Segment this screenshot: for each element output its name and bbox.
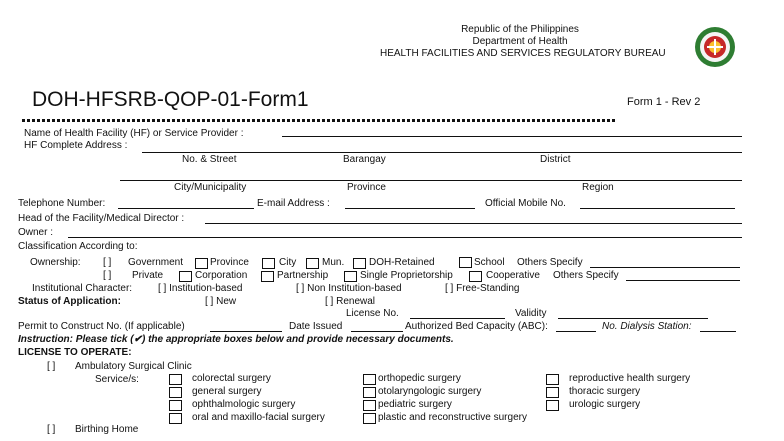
instruction-text: Instruction: Please tick (✔) the appropriate boxes below and provide necessary documents. xyxy=(18,334,454,345)
services-label: Service/s: xyxy=(95,374,139,385)
service-col3-item: urologic surgery xyxy=(569,399,641,410)
form-revision: Form 1 - Rev 2 xyxy=(627,96,701,108)
colorectal-checkbox[interactable] xyxy=(169,374,182,385)
pediatric-checkbox[interactable] xyxy=(363,400,376,411)
head-field[interactable] xyxy=(205,223,742,224)
province-caption: Province xyxy=(347,182,386,193)
mun-checkbox[interactable] xyxy=(306,258,319,269)
license-title: LICENSE TO OPERATE: xyxy=(18,347,132,358)
head-label: Head of the Facility/Medical Director : xyxy=(18,213,185,224)
government-checkbox[interactable]: [ ] xyxy=(103,257,112,268)
service-col2-item: pediatric surgery xyxy=(378,399,452,410)
email-label: E-mail Address : xyxy=(257,198,330,209)
ownership-label: Ownership: xyxy=(30,257,81,268)
service-col1-item: colorectal surgery xyxy=(192,373,271,384)
doh-retained-label: DOH-Retained xyxy=(369,257,435,268)
thoracic-checkbox[interactable] xyxy=(546,387,559,398)
free-standing-option[interactable]: [ ] Free-Standing xyxy=(445,283,520,294)
date-issued-label: Date Issued xyxy=(289,321,343,332)
doh-seal-icon xyxy=(694,26,736,68)
barangay-caption: Barangay xyxy=(343,154,386,165)
telephone-label: Telephone Number: xyxy=(18,198,106,209)
validity-label: Validity xyxy=(515,308,547,319)
city-checkbox[interactable] xyxy=(262,258,275,269)
school-checkbox[interactable] xyxy=(459,257,472,268)
email-field[interactable] xyxy=(345,208,475,209)
school-label: School xyxy=(474,257,505,268)
facility-name-label: Name of Health Facility (HF) or Service Provider : xyxy=(24,128,244,139)
single-prop-label: Single Proprietorship xyxy=(360,270,453,281)
new-option[interactable]: [ ] New xyxy=(205,296,237,307)
service-col3-item: reproductive health surgery xyxy=(569,373,691,384)
private-checkbox[interactable]: [ ] xyxy=(103,270,112,281)
oral-maxillo-checkbox[interactable] xyxy=(169,413,182,424)
reproductive-checkbox[interactable] xyxy=(546,374,559,385)
form-code: DOH-HFSRB-QOP-01-Form1 xyxy=(32,88,309,111)
plastic-checkbox[interactable] xyxy=(363,413,376,424)
government-others-label: Others Specify xyxy=(517,257,583,268)
service-col2-item: otolaryngologic surgery xyxy=(378,386,482,397)
ambulatory-checkbox[interactable]: [ ] xyxy=(47,361,56,372)
private-others-field[interactable] xyxy=(626,280,740,281)
non-institution-option[interactable]: [ ] Non Institution-based xyxy=(296,283,402,294)
city-caption: City/Municipality xyxy=(174,182,247,193)
date-issued-field[interactable] xyxy=(351,331,403,332)
birthing-label: Birthing Home xyxy=(75,424,139,435)
bureau-text: HEALTH FACILITIES AND SERVICES REGULATORY BUREAU xyxy=(380,48,666,59)
service-col3-item: thoracic surgery xyxy=(569,386,641,397)
service-col1-item: oral and maxillo-facial surgery xyxy=(192,412,325,423)
corporation-label: Corporation xyxy=(195,270,248,281)
abc-field[interactable] xyxy=(556,331,596,332)
ambulatory-label: Ambulatory Surgical Clinic xyxy=(75,361,192,372)
department-text: Department of Health xyxy=(472,36,568,47)
partnership-label: Partnership xyxy=(277,270,329,281)
street-caption: No. & Street xyxy=(182,154,237,165)
permit-label: Permit to Construct No. (If applicable) xyxy=(18,321,185,332)
validity-field[interactable] xyxy=(558,318,708,319)
institution-based-option[interactable]: [ ] Institution-based xyxy=(158,283,243,294)
service-col2-item: plastic and reconstructive surgery xyxy=(378,412,527,423)
license-no-label: License No. xyxy=(346,308,399,319)
private-others-label: Others Specify xyxy=(553,270,619,281)
orthopedic-checkbox[interactable] xyxy=(363,374,376,385)
private-label: Private xyxy=(132,270,164,281)
republic-text: Republic of the Philippines xyxy=(461,24,579,35)
service-col2-item: orthopedic surgery xyxy=(378,373,461,384)
telephone-field[interactable] xyxy=(118,208,254,209)
owner-field[interactable] xyxy=(68,237,742,238)
dialysis-label: No. Dialysis Station: xyxy=(602,321,692,332)
facility-name-field[interactable] xyxy=(282,136,742,137)
owner-label: Owner : xyxy=(18,227,54,238)
abc-label: Authorized Bed Capacity (ABC): xyxy=(405,321,548,332)
ophthalmologic-checkbox[interactable] xyxy=(169,400,182,411)
single-prop-checkbox[interactable] xyxy=(344,271,357,282)
province-label: Province xyxy=(210,257,249,268)
district-caption: District xyxy=(540,154,571,165)
dialysis-field[interactable] xyxy=(700,331,736,332)
doh-retained-checkbox[interactable] xyxy=(353,258,366,269)
government-label: Government xyxy=(128,257,184,268)
region-caption: Region xyxy=(582,182,614,193)
corporation-checkbox[interactable] xyxy=(179,271,192,282)
address-label: HF Complete Address : xyxy=(24,140,128,151)
mun-label: Mun. xyxy=(322,257,345,268)
mobile-label: Official Mobile No. xyxy=(485,198,566,209)
government-others-field[interactable] xyxy=(590,267,740,268)
renewal-option[interactable]: [ ] Renewal xyxy=(325,296,376,307)
partnership-checkbox[interactable] xyxy=(261,271,274,282)
mobile-field[interactable] xyxy=(580,208,735,209)
city-label: City xyxy=(279,257,297,268)
status-label: Status of Application: xyxy=(18,296,121,307)
license-no-field[interactable] xyxy=(410,318,505,319)
urologic-checkbox[interactable] xyxy=(546,400,559,411)
permit-field[interactable] xyxy=(210,331,282,332)
otolaryngologic-checkbox[interactable] xyxy=(363,387,376,398)
address-street-field[interactable] xyxy=(142,152,742,153)
birthing-checkbox[interactable]: [ ] xyxy=(47,424,56,435)
general-surgery-checkbox[interactable] xyxy=(169,387,182,398)
dotted-divider xyxy=(22,119,617,122)
address-city-field[interactable] xyxy=(120,180,742,181)
classification-title: Classification According to: xyxy=(18,241,138,252)
cooperative-label: Cooperative xyxy=(486,270,540,281)
institutional-label: Institutional Character: xyxy=(32,283,133,294)
cooperative-checkbox[interactable] xyxy=(469,271,482,282)
service-col1-item: ophthalmologic surgery xyxy=(192,399,296,410)
province-checkbox[interactable] xyxy=(195,258,208,269)
service-col1-item: general surgery xyxy=(192,386,262,397)
